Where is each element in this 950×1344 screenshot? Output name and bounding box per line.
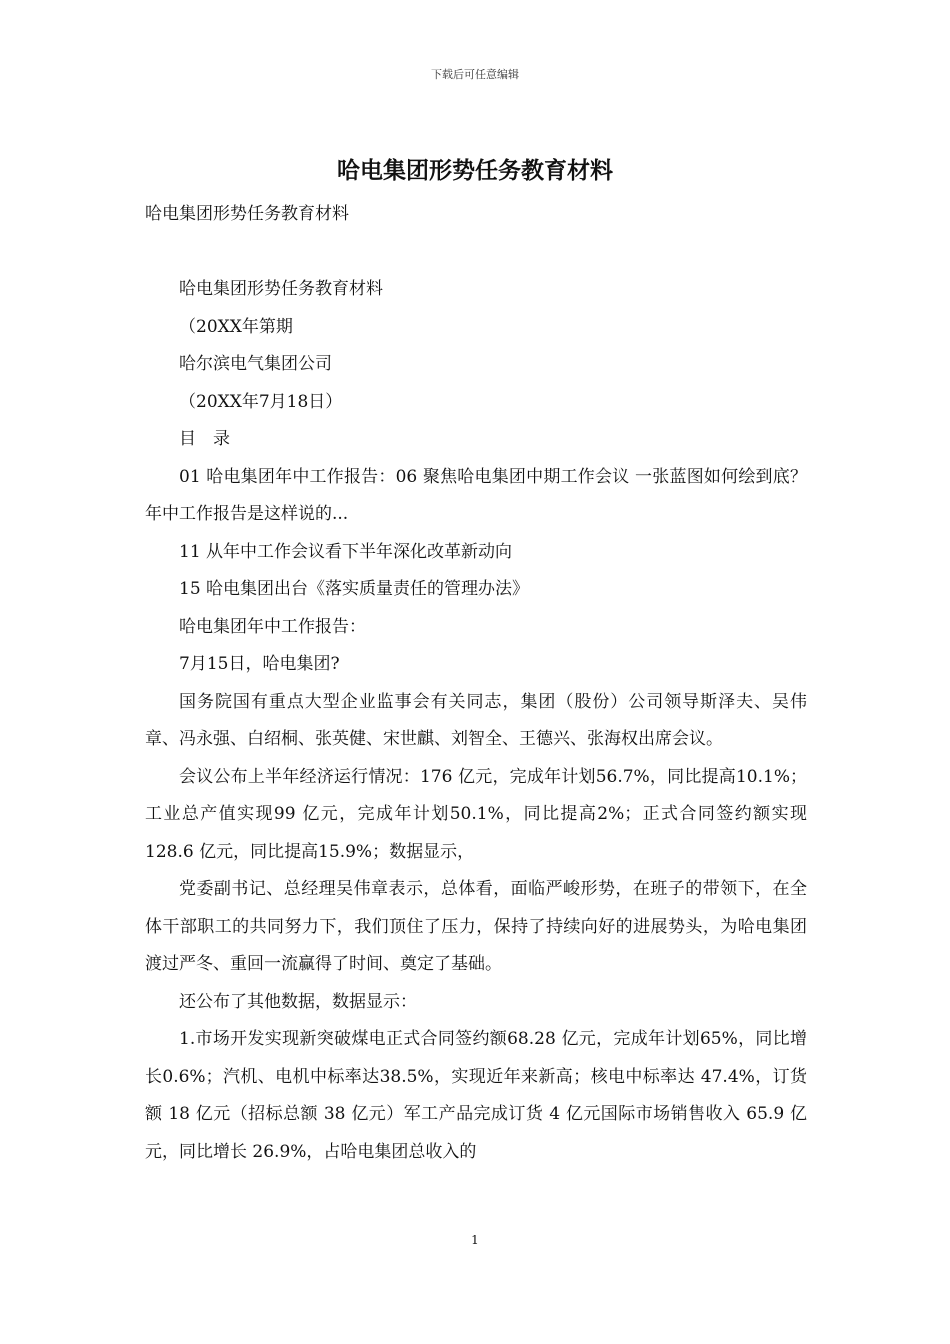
document-body bbox=[145, 196, 807, 1171]
paragraph: 还公布了其他数据，数据显示： bbox=[179, 991, 417, 1012]
company-name: 哈尔滨电气集团公司 bbox=[179, 354, 332, 374]
document-title: 哈电集团形势任务教育材料 bbox=[337, 158, 613, 184]
document-subtitle: 哈电集团形势任务教育材料 bbox=[145, 204, 349, 224]
toc-item: 11 从年中工作会议看下半年深化改革新动向 bbox=[179, 541, 513, 562]
issue-date: （20XX年7月18日） bbox=[179, 391, 343, 412]
paragraph: 党委副书记、总经理吴伟章表示，总体看，面临严峻形势，在班子的带领下，在全体干部职工的共同努力下，我们顶住了压力，保持了持续向好的进展势头，为哈电集团渡过严冬、重回一流赢得了时间、奠定了基础。 bbox=[145, 879, 807, 974]
paragraph: 会议公布上半年经济运行情况：176 亿元，完成年计划56.7%，同比提高10.1%；工业总产值实现99 亿元，完成年计划50.1%，同比提高2%；正式合同签约额实现128.6 亿元，同比提高15.9%；数据显示， bbox=[145, 766, 807, 862]
paragraph: 国务院国有重点大型企业监事会有关同志，集团（股份）公司领导斯泽夫、吴伟章、冯永强、白绍桐、张英健、宋世麒、刘智全、王德兴、张海权出席会议。 bbox=[145, 691, 807, 749]
paragraph: 7月15日，哈电集团? bbox=[179, 654, 340, 674]
toc-item: 01 哈电集团年中工作报告：06 聚焦哈电集团中期工作会议 一张蓝图如何绘到底？年中工作报告是这样说的... bbox=[145, 466, 807, 524]
paragraph: 1.市场开发实现新突破煤电正式合同签约额68.28 亿元，完成年计划65%，同比增长0.6%；汽机、电机中标率达38.5%，实现近年来新高；核电中标率达 47.4%，订货额 18 亿元（招标总额 38 亿元）军工产品完成订货 4 亿元国际市场销售收入 65.9 亿元，同比增长 26.9%，占哈电集团总收入的 bbox=[145, 1029, 807, 1162]
header-note: 下载后可任意编辑 bbox=[431, 68, 519, 81]
material-title: 哈电集团形势任务教育材料 bbox=[179, 279, 383, 299]
page-number: 1 bbox=[471, 1233, 479, 1247]
toc-heading: 目 录 bbox=[179, 429, 230, 449]
issue-line: （20XX年第期 bbox=[179, 316, 293, 337]
section-heading: 哈电集团年中工作报告： bbox=[179, 616, 366, 637]
toc-item: 15 哈电集团出台《落实质量责任的管理办法》 bbox=[179, 579, 530, 599]
